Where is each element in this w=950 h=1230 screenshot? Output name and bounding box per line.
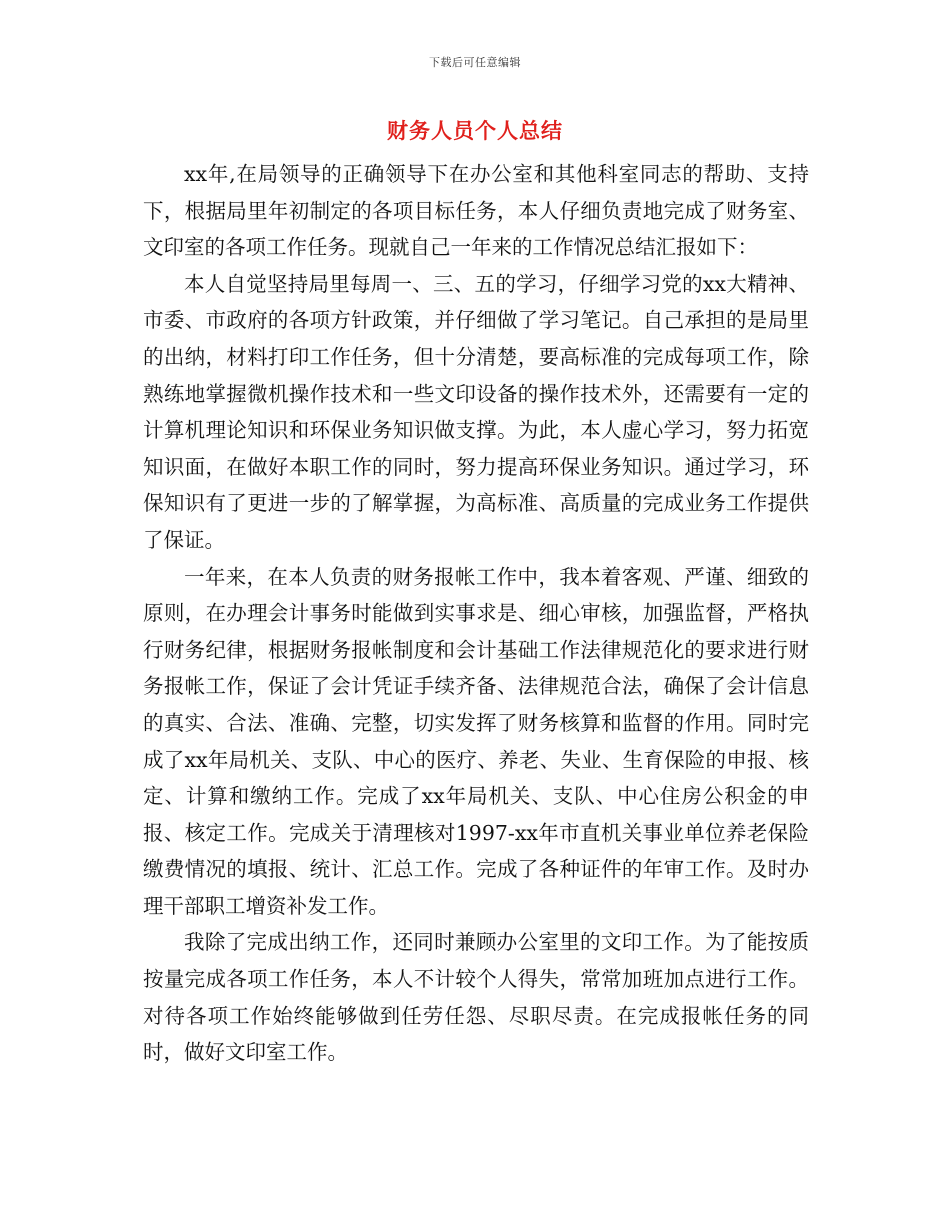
page-header-note: 下载后可任意编辑 [429, 56, 521, 69]
document-body [143, 156, 809, 1071]
paragraph-4: 我除了完成出纳工作，还同时兼顾办公室里的文印工作。为了能按质按量完成各项工作任务，本人不计较个人得失，常常加班加点进行工作。对待各项工作始终能够做到任劳任怨、尽职尽责。在完成报帐任务的同时，做好文印室工作。 [143, 930, 809, 1065]
paragraph-1: xx年,在局领导的正确领导下在办公室和其他科室同志的帮助、支持下，根据局里年初制定的各项目标任务，本人仔细负责地完成了财务室、文印室的各项工作任务。现就自己一年来的工作情况总结汇报如下： [143, 162, 809, 260]
paragraph-3: 一年来，在本人负责的财务报帐工作中，我本着客观、严谨、细致的原则，在办理会计事务时能做到实事求是、细心审核，加强监督，严格执行财务纪律，根据财务报帐制度和会计基础工作法律规范化的要求进行财务报帐工作，保证了会计凭证手续齐备、法律规范合法，确保了会计信息的真实、合法、准确、完整，切实发挥了财务核算和监督的作用。同时完成了xx年局机关、支队、中心的医疗、养老、失业、生育保险的申报、核定、计算和缴纳工作。完成了xx年局机关、支队、中心住房公积金的申报、核定工作。完成关于清理核对1997-xx年市直机关事业单位养老保险缴费情况的填报、统计、汇总工作。完成了各种证件的年审工作。及时办理干部职工增资补发工作。 [143, 564, 809, 918]
paragraph-2: 本人自觉坚持局里每周一、三、五的学习，仔细学习党的xx大精神、市委、市政府的各项方针政策，并仔细做了学习笔记。自己承担的是局里的出纳，材料打印工作任务，但十分清楚，要高标准的完成每项工作，除熟练地掌握微机操作技术和一些文印设备的操作技术外，还需要有一定的计算机理论知识和环保业务知识做支撑。为此，本人虚心学习，努力拓宽知识面，在做好本职工作的同时，努力提高环保业务知识。通过学习，环保知识有了更进一步的了解掌握，为高标准、高质量的完成业务工作提供了保证。 [143, 271, 809, 552]
document-title: 财务人员个人总结 [387, 118, 563, 143]
